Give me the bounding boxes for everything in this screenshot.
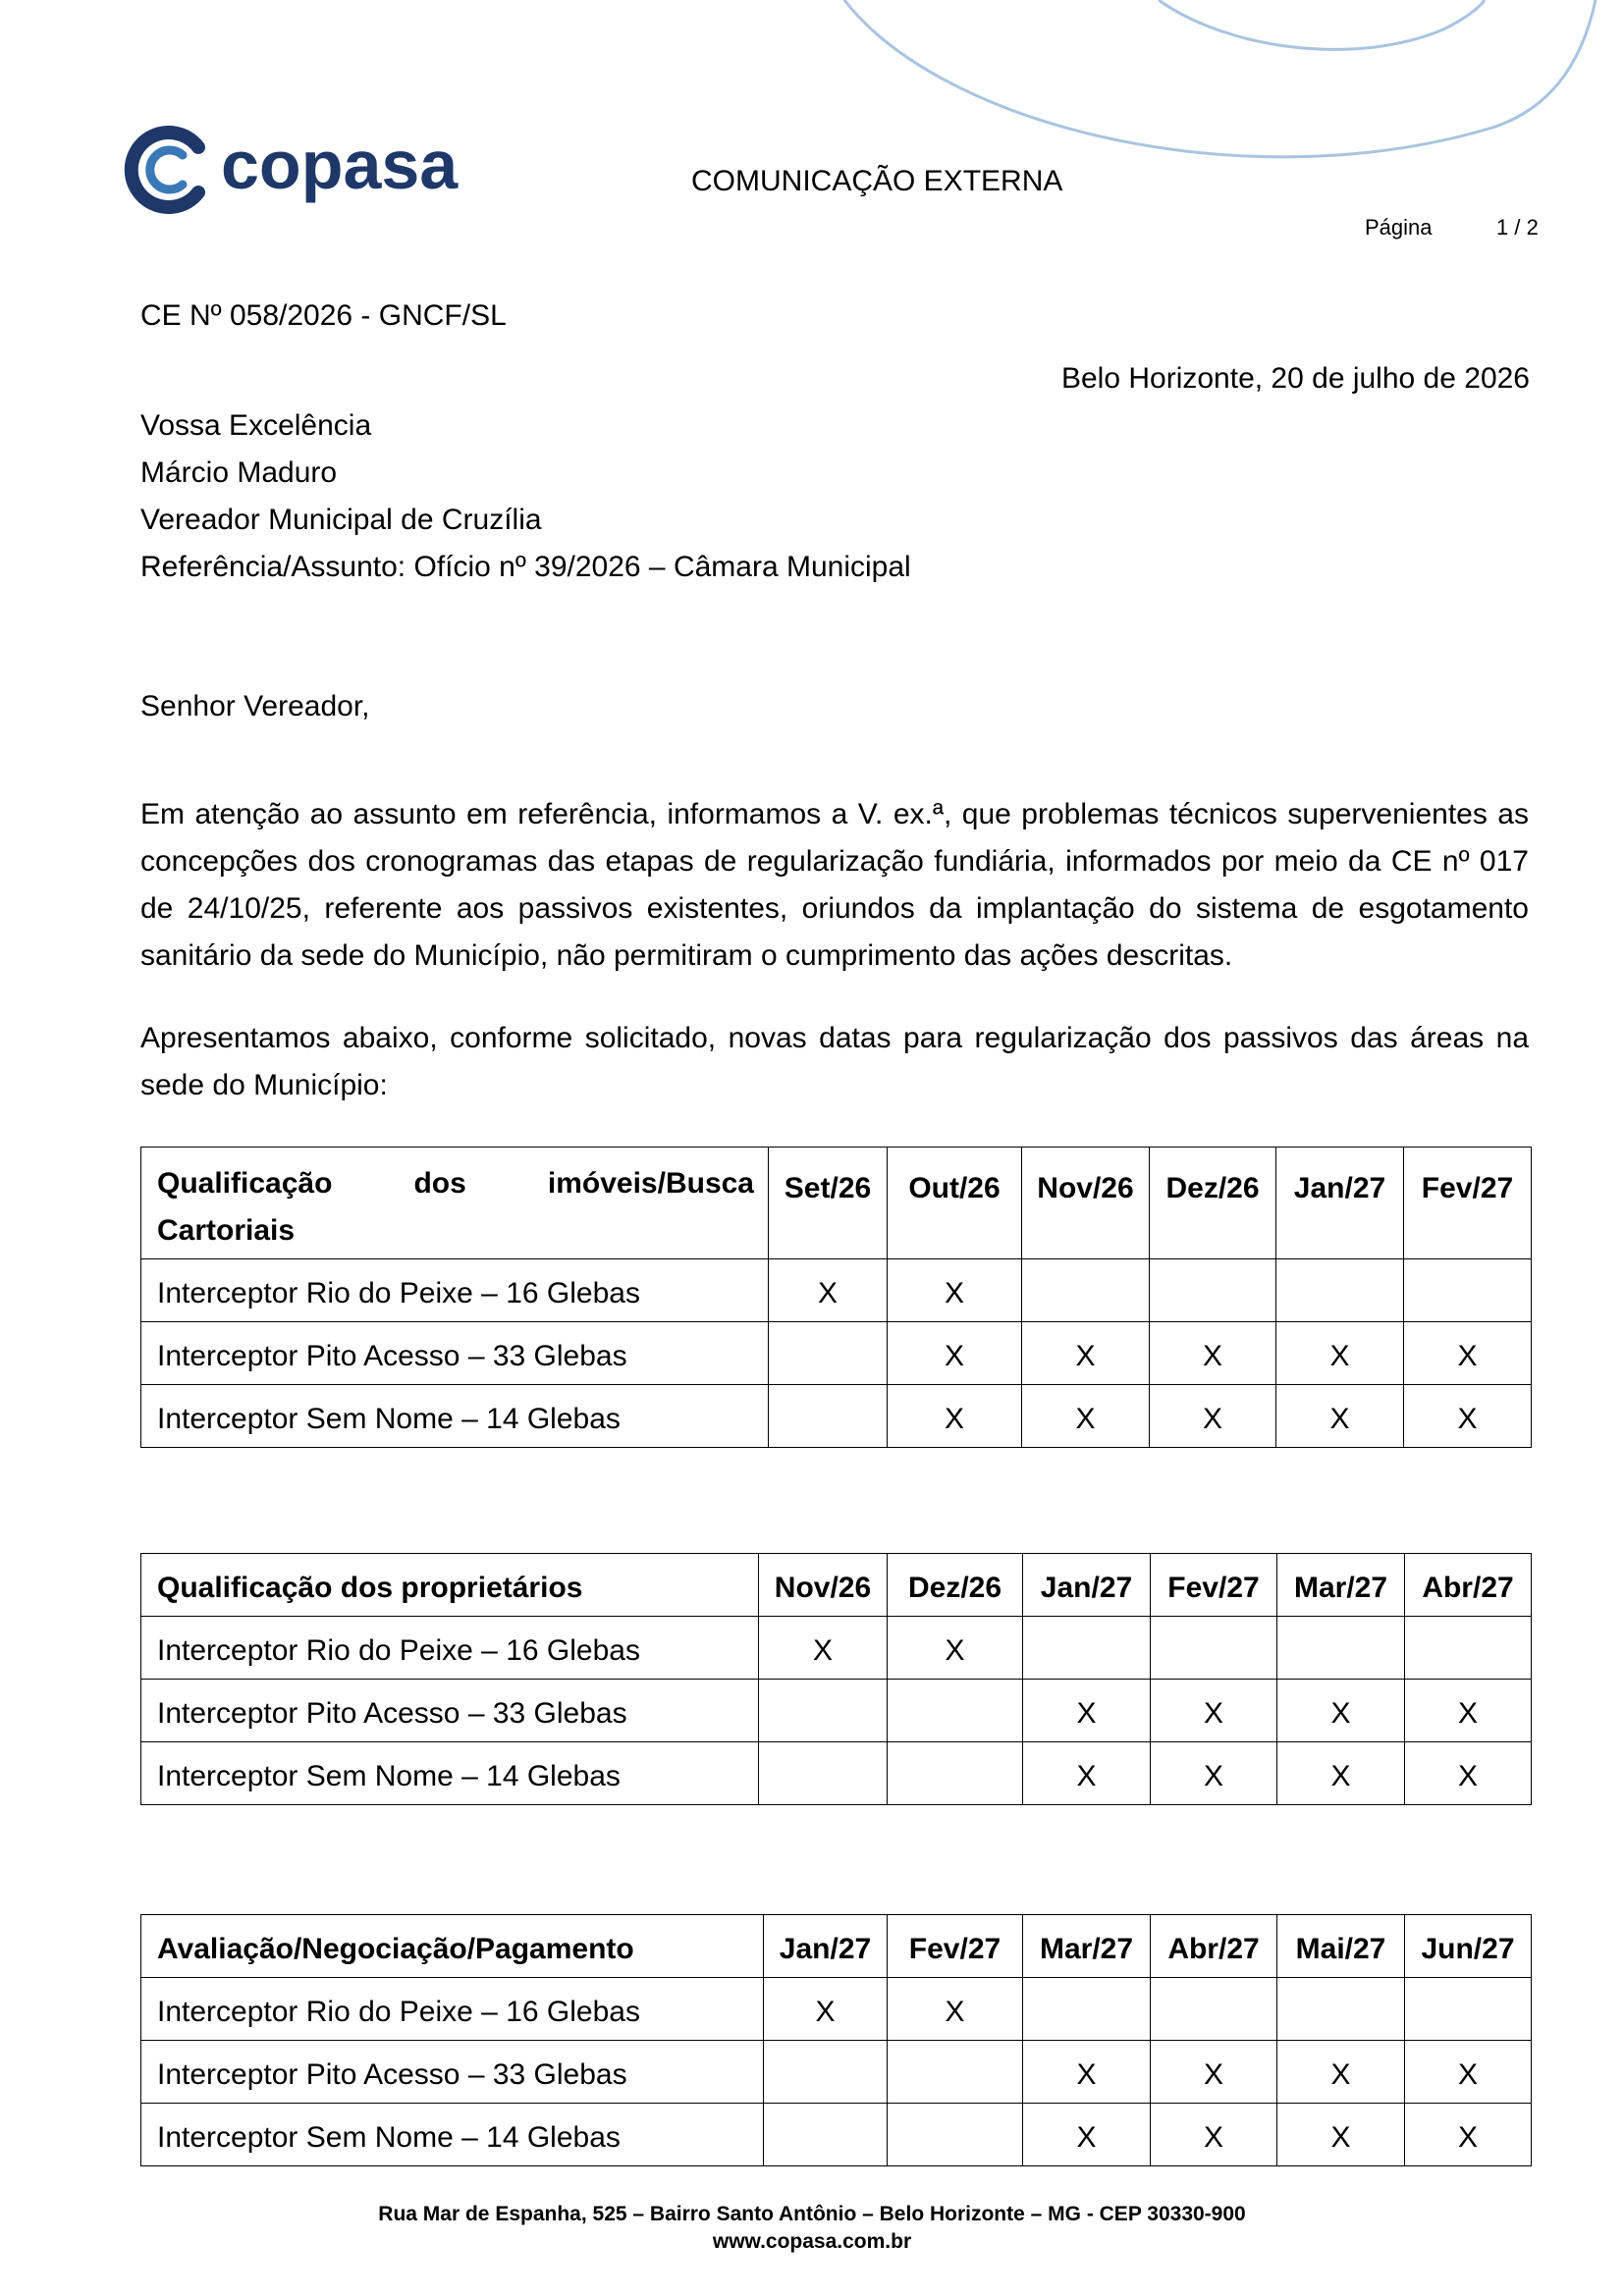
schedule-cell: X — [1150, 1385, 1276, 1448]
page-number: 1 / 2 — [1496, 215, 1539, 240]
row-label: Interceptor Rio do Peixe – 16 Glebas — [141, 1259, 769, 1322]
month-header: Set/26 — [769, 1148, 888, 1259]
document-type: COMUNICAÇÃO EXTERNA — [691, 165, 1063, 197]
schedule-cell: X — [1277, 1742, 1405, 1805]
schedule-cell — [1151, 1978, 1277, 2041]
schedule-cell: X — [1277, 1680, 1405, 1742]
footer-website[interactable]: www.copasa.com.br — [712, 2230, 912, 2253]
schedule-cell: X — [888, 1617, 1023, 1680]
table-row — [141, 1742, 1532, 1805]
table-row — [141, 1680, 1532, 1742]
schedule-cell — [888, 1680, 1023, 1742]
row-label: Interceptor Pito Acesso – 33 Glebas — [141, 1322, 769, 1385]
schedule-cell — [1405, 1978, 1532, 2041]
schedule-cell: X — [764, 1978, 888, 2041]
table-row — [141, 1978, 1532, 2041]
schedule-cell: X — [1405, 1680, 1532, 1742]
recipient-role: Vereador Municipal de Cruzília — [140, 504, 542, 536]
schedule-cell — [759, 1680, 888, 1742]
reference-number: CE Nº 058/2026 - GNCF/SL — [140, 299, 507, 332]
month-header: Abr/27 — [1151, 1915, 1277, 1978]
schedule-cell — [1276, 1259, 1404, 1322]
schedule-cell: X — [1023, 2104, 1151, 2166]
table-heading-line: Cartoriais — [157, 1214, 296, 1247]
schedule-cell: X — [1276, 1385, 1404, 1448]
schedule-cell: X — [1404, 1385, 1532, 1448]
paragraph-line: de 24/10/25, referente aos passivos existentes, oriundos da implantação do sistema de esgotamento — [140, 892, 1529, 925]
schedule-cell: X — [1151, 2104, 1277, 2166]
schedule-cell — [888, 2041, 1023, 2104]
schedule-cell — [769, 1322, 888, 1385]
schedule-cell: X — [1022, 1385, 1150, 1448]
schedule-cell: X — [1023, 1742, 1151, 1805]
paragraph-line: sanitário da sede do Município, não permitiram o cumprimento das ações descritas. — [140, 939, 1233, 972]
copasa-logo — [124, 126, 458, 214]
schedule-cell: X — [1022, 1322, 1150, 1385]
recipient-title: Vossa Excelência — [140, 409, 372, 442]
copasa-logo-mark-icon — [124, 126, 206, 214]
schedule-cell: X — [1023, 2041, 1151, 2104]
row-label: Interceptor Sem Nome – 14 Glebas — [141, 2104, 764, 2166]
row-label: Interceptor Sem Nome – 14 Glebas — [141, 1385, 769, 1448]
page-label: Página — [1365, 215, 1433, 240]
schedule-cell — [888, 1742, 1023, 1805]
month-header: Jan/27 — [1276, 1148, 1404, 1259]
paragraph-line: concepções dos cronogramas das etapas de regularização fundiária, informados por meio da CE nº 017 — [140, 845, 1529, 878]
row-label: Interceptor Sem Nome – 14 Glebas — [141, 1742, 759, 1805]
table-row — [141, 1259, 1532, 1322]
month-header: Mar/27 — [1023, 1915, 1151, 1978]
schedule-cell — [1277, 1978, 1405, 2041]
schedule-cell — [1022, 1259, 1150, 1322]
month-header: Dez/26 — [1150, 1148, 1276, 1259]
month-header: Nov/26 — [1022, 1148, 1150, 1259]
schedule-cell: X — [888, 1259, 1022, 1322]
brand-name: copasa — [221, 127, 459, 203]
table-header-row — [141, 1915, 1532, 1978]
schedule-cell — [1023, 1978, 1151, 2041]
schedule-cell — [1150, 1259, 1276, 1322]
table-heading-line: Qualificação dos imóveis/Busca — [157, 1167, 754, 1200]
table-heading: Qualificação dos proprietários — [141, 1554, 759, 1617]
schedule-cell — [1404, 1259, 1532, 1322]
schedule-cell: X — [1405, 1742, 1532, 1805]
paragraph-line: sede do Município: — [140, 1069, 388, 1101]
schedule-cell: X — [1405, 2041, 1532, 2104]
month-header: Fev/27 — [1151, 1554, 1277, 1617]
month-header: Jun/27 — [1405, 1915, 1532, 1978]
schedule-table-property-qualification — [140, 1147, 1532, 1448]
schedule-cell — [764, 2104, 888, 2166]
month-header: Jan/27 — [1023, 1554, 1151, 1617]
paragraph-line: Em atenção ao assunto em referência, informamos a V. ex.ª, que problemas técnicos supervenientes as — [140, 798, 1529, 830]
schedule-cell — [759, 1742, 888, 1805]
month-header: Dez/26 — [888, 1554, 1023, 1617]
subject-reference: Referência/Assunto: Ofício nº 39/2026 – Câmara Municipal — [140, 551, 911, 583]
schedule-cell — [1023, 1617, 1151, 1680]
schedule-cell: X — [1150, 1322, 1276, 1385]
schedule-table-owner-qualification — [140, 1553, 1532, 1805]
schedule-cell: X — [759, 1617, 888, 1680]
month-header: Jan/27 — [764, 1915, 888, 1978]
schedule-cell: X — [888, 1385, 1022, 1448]
month-header: Fev/27 — [888, 1915, 1023, 1978]
schedule-cell: X — [1151, 2041, 1277, 2104]
month-header: Mai/27 — [1277, 1915, 1405, 1978]
schedule-cell — [1151, 1617, 1277, 1680]
recipient-name: Márcio Maduro — [140, 456, 338, 489]
salutation: Senhor Vereador, — [140, 690, 370, 722]
schedule-cell: X — [1276, 1322, 1404, 1385]
month-header: Nov/26 — [759, 1554, 888, 1617]
paragraph-line: Apresentamos abaixo, conforme solicitado, novas datas para regularização dos passivos das áreas na — [140, 1022, 1529, 1054]
schedule-cell: X — [1151, 1742, 1277, 1805]
schedule-cell — [888, 2104, 1023, 2166]
schedule-cell: X — [1151, 1680, 1277, 1742]
month-header: Fev/27 — [1404, 1148, 1532, 1259]
table-row — [141, 1385, 1532, 1448]
schedule-cell: X — [769, 1259, 888, 1322]
table-row — [141, 1617, 1532, 1680]
schedule-cell — [769, 1385, 888, 1448]
schedule-cell — [764, 2041, 888, 2104]
table-heading — [141, 1148, 769, 1259]
table-row — [141, 1322, 1532, 1385]
row-label: Interceptor Pito Acesso – 33 Glebas — [141, 1680, 759, 1742]
table-heading: Avaliação/Negociação/Pagamento — [141, 1915, 764, 1978]
table-header-row — [141, 1148, 1532, 1259]
body-paragraph-2 — [140, 1015, 1529, 1109]
month-header: Mar/27 — [1277, 1554, 1405, 1617]
schedule-cell: X — [888, 1322, 1022, 1385]
table-row — [141, 2104, 1532, 2166]
table-row — [141, 2041, 1532, 2104]
schedule-cell: X — [888, 1978, 1023, 2041]
row-label: Interceptor Pito Acesso – 33 Glebas — [141, 2041, 764, 2104]
schedule-table-valuation-payment — [140, 1914, 1532, 2166]
schedule-cell: X — [1277, 2104, 1405, 2166]
schedule-cell: X — [1405, 2104, 1532, 2166]
row-label: Interceptor Rio do Peixe – 16 Glebas — [141, 1617, 759, 1680]
schedule-cell — [1277, 1617, 1405, 1680]
schedule-cell — [1405, 1617, 1532, 1680]
month-header: Out/26 — [888, 1148, 1022, 1259]
date-line: Belo Horizonte, 20 de julho de 2026 — [1060, 362, 1530, 395]
schedule-cell: X — [1404, 1322, 1532, 1385]
schedule-cell: X — [1277, 2041, 1405, 2104]
footer-address: Rua Mar de Espanha, 525 – Bairro Santo Antônio – Belo Horizonte – MG - CEP 30330-900 — [378, 2203, 1246, 2225]
table-header-row — [141, 1554, 1532, 1617]
schedule-cell: X — [1023, 1680, 1151, 1742]
month-header: Abr/27 — [1405, 1554, 1532, 1617]
body-paragraph-1 — [140, 791, 1529, 980]
row-label: Interceptor Rio do Peixe – 16 Glebas — [141, 1978, 764, 2041]
